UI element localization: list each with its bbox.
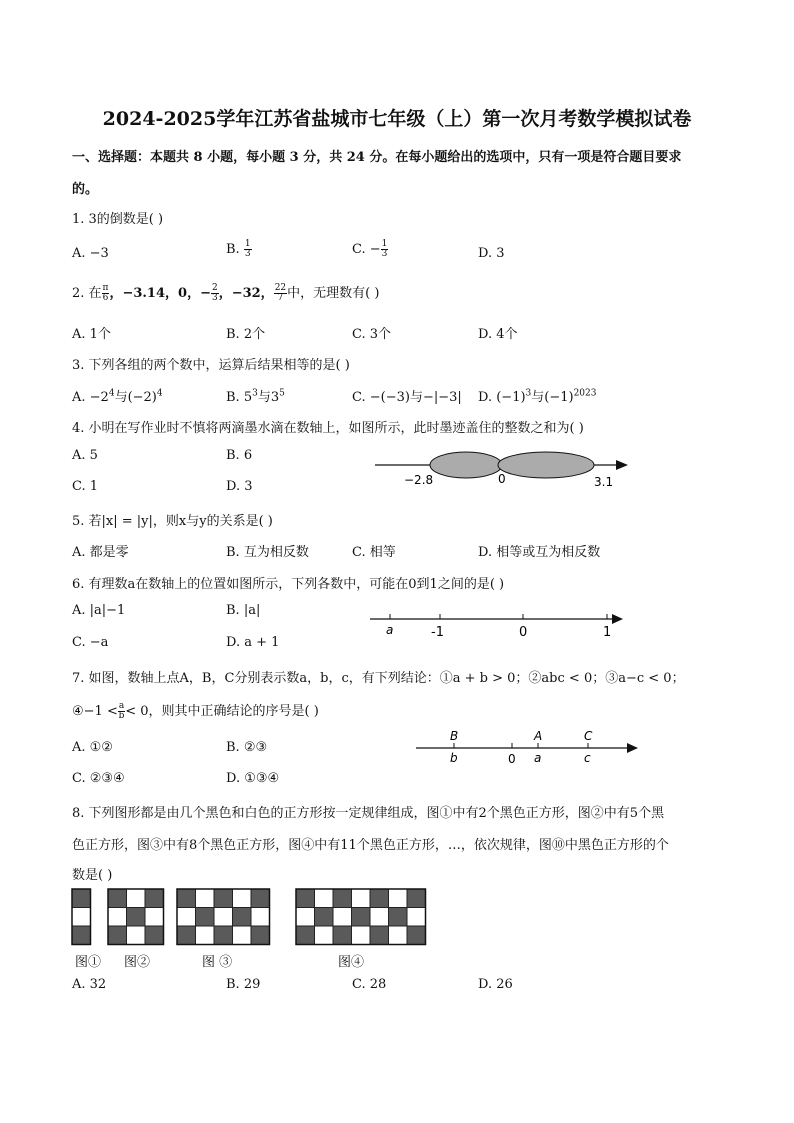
q4-stem: 4. 小明在写作业时不慎将两滴墨水滴在数轴上，如图所示，此时墨迹盖住的整数之和为( ) (72, 421, 584, 436)
black-square (407, 926, 426, 945)
axis-arrow-icon (612, 614, 623, 624)
q4-option-c: C. 1 (72, 479, 99, 494)
black-square (296, 926, 315, 945)
black-square (196, 908, 215, 927)
black-square (251, 926, 270, 945)
white-square (177, 908, 196, 927)
black-square (145, 889, 164, 908)
black-square (145, 926, 164, 945)
q2-option-a: A. 1个 (72, 327, 111, 342)
black-square (108, 926, 127, 945)
q5-stem: 5. 若|x| = |y|，则x与y的关系是( ) (72, 514, 273, 529)
white-square (333, 908, 352, 927)
pattern-figure-4 (296, 889, 426, 945)
q6-option-a: A. |a|−1 (72, 603, 126, 618)
black-square (315, 908, 334, 927)
fig1-caption: 图① (75, 955, 102, 970)
q7-number-line-figure (410, 728, 642, 768)
q1-option-d: D. 3 (478, 246, 505, 261)
ink-blot-right (498, 452, 594, 478)
point-C-label: C (584, 729, 593, 743)
black-square (370, 889, 389, 908)
white-square (233, 926, 252, 945)
q1-option-a: A. −3 (72, 246, 109, 261)
white-square (370, 908, 389, 927)
q8-stem-cont: 色正方形，图③中有8个黑色正方形，图④中有11个黑色正方形，…，依次规律，图⑩中黑色正方形的个 (72, 838, 669, 853)
white-square (296, 908, 315, 927)
black-square (251, 889, 270, 908)
fig3-caption: 图 ③ (202, 955, 233, 970)
label-zero: 0 (519, 625, 528, 640)
label-neg-1: -1 (431, 625, 444, 640)
black-square (177, 889, 196, 908)
q8-stem: 8. 下列图形都是由几个黑色和白色的正方形按一定规律组成，图①中有2个黑色正方形，图②中有5个黑 (72, 806, 665, 821)
q8-option-b: B. 29 (226, 977, 261, 992)
q1-stem: 1. 3的倒数是( ) (72, 212, 164, 227)
white-square (108, 908, 127, 927)
pattern-figure-1 (72, 889, 91, 945)
label-3-1: 3.1 (594, 475, 614, 489)
white-square (196, 926, 215, 945)
q3-option-d: D. $(-1)^3$与$(-1)^{2023}$ (478, 388, 597, 405)
q3-option-c: C. −(−3)与−|−3| (352, 390, 462, 405)
q4-option-d: D. 3 (226, 479, 253, 494)
value-zero-label: 0 (508, 752, 516, 766)
label-zero: 0 (498, 472, 506, 486)
q6-option-b: B. |a| (226, 603, 261, 618)
pattern-figure-3 (177, 889, 270, 945)
point-A-label: A (534, 729, 543, 743)
black-square (333, 889, 352, 908)
q8-option-d: D. 26 (478, 977, 513, 992)
label-a: a (386, 623, 394, 637)
q4-option-a: A. 5 (72, 448, 98, 463)
q7-stem-cont: ④−1 < $\frac{a}{b}$ < 0，则其中正确结论的序号是( ) (72, 701, 319, 721)
white-square (315, 889, 334, 908)
white-square (352, 926, 371, 945)
black-square (127, 908, 146, 927)
white-square (389, 889, 408, 908)
black-square (214, 926, 233, 945)
white-square (407, 908, 426, 927)
q4-option-b: B. 6 (226, 448, 253, 463)
ink-blot-left (430, 452, 502, 478)
q8-option-a: A. 32 (72, 977, 107, 992)
white-square (251, 908, 270, 927)
label-neg-2-8: −2.8 (404, 473, 434, 487)
value-a-label: a (534, 751, 542, 765)
page-title: 2024-2025学年江苏省盐城市七年级（上）第一次月考数学模拟试卷 (102, 108, 692, 130)
q7-option-d: D. ①③④ (226, 771, 280, 786)
q2-stem: 2. 在 $\frac{\pi}{6}$ ，−3.14，0，− $\frac{2}{3}$ ，−32， $\frac{22}{7}$ 中，无理数有( ) (72, 283, 380, 303)
black-square (214, 889, 233, 908)
white-square (196, 889, 215, 908)
q7-option-a: A. ①② (72, 740, 113, 755)
q1-option-b: B. $\frac{1}{3}$ (226, 239, 251, 259)
axis-arrow-icon (616, 460, 628, 470)
white-square (214, 908, 233, 927)
white-square (72, 908, 91, 927)
black-square (72, 926, 91, 945)
q2-option-d: D. 4个 (478, 327, 518, 342)
q5-option-d: D. 相等或互为相反数 (478, 545, 601, 560)
q6-option-d: D. a + 1 (226, 635, 280, 650)
q2-option-b: B. 2个 (226, 327, 266, 342)
value-b-label: b (450, 751, 458, 765)
section-heading: 一、选择题：本题共 8 小题，每小题 3 分，共 24 分。在每小题给出的选项中，只有一项是符合题目要求 (72, 150, 682, 165)
q8-stem-cont2: 数是( ) (72, 868, 113, 883)
white-square (127, 926, 146, 945)
black-square (389, 908, 408, 927)
white-square (127, 889, 146, 908)
fig4-caption: 图④ (338, 955, 365, 970)
pattern-figure-2 (108, 889, 164, 945)
q3-stem: 3. 下列各组的两个数中，运算后结果相等的是( ) (72, 358, 350, 373)
point-B-label: B (450, 729, 459, 743)
q8-option-c: C. 28 (352, 977, 387, 992)
black-square (370, 926, 389, 945)
q5-option-b: B. 互为相反数 (226, 545, 309, 560)
black-square (108, 889, 127, 908)
value-c-label: c (584, 751, 591, 765)
white-square (145, 908, 164, 927)
white-square (352, 889, 371, 908)
black-square (72, 889, 91, 908)
q5-option-a: A. 都是零 (72, 545, 129, 560)
q7-stem: 7. 如图，数轴上点A，B，C分别表示数a，b，c，有下列结论：①a + b > 0；②abc < 0；③a−c < 0； (72, 671, 685, 686)
white-square (233, 889, 252, 908)
q7-option-c: C. ②③④ (72, 771, 125, 786)
q4-number-line-figure (370, 448, 635, 490)
axis-arrow-icon (627, 743, 638, 753)
black-square (352, 908, 371, 927)
q2-option-c: C. 3个 (352, 327, 392, 342)
black-square (177, 926, 196, 945)
fig2-caption: 图② (124, 955, 151, 970)
q1-option-c: C. − $\frac{1}{3}$ (352, 239, 388, 259)
black-square (333, 926, 352, 945)
q3-option-a: A. $-2^4$与$(-2)^4$ (72, 388, 163, 405)
q6-number-line-figure (365, 608, 630, 642)
q6-option-c: C. −a (72, 635, 109, 650)
black-square (233, 908, 252, 927)
q7-option-b: B. ②③ (226, 740, 268, 755)
section-heading-cont: 的。 (72, 182, 99, 197)
q3-option-b: B. $5^3$与$3^5$ (226, 388, 285, 405)
white-square (315, 926, 334, 945)
q5-option-c: C. 相等 (352, 545, 396, 560)
black-square (407, 889, 426, 908)
q8-pattern-figures (70, 887, 438, 947)
black-square (296, 889, 315, 908)
label-one: 1 (603, 625, 612, 640)
white-square (389, 926, 408, 945)
q6-stem: 6. 有理数a在数轴上的位置如图所示，下列各数中，可能在0到1之间的是( ) (72, 577, 505, 592)
